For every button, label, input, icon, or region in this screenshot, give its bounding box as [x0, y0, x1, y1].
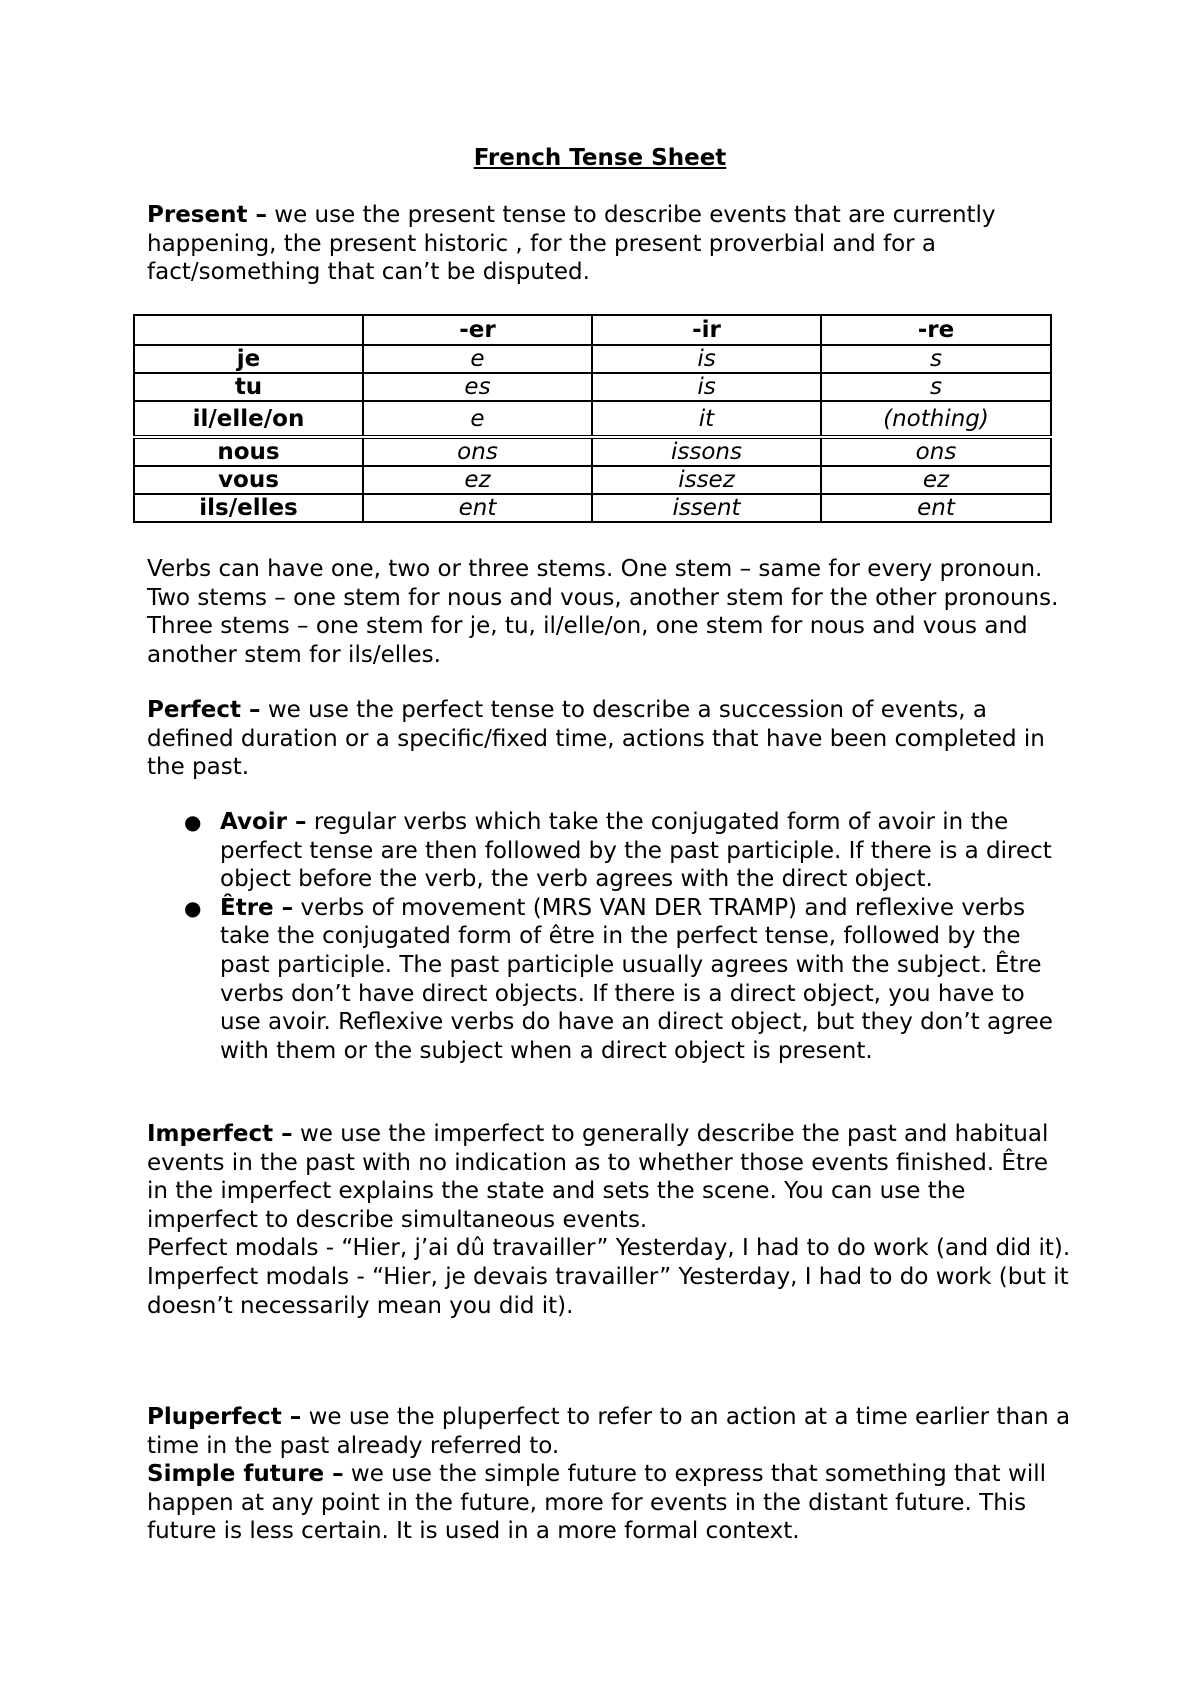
bullet-icon: ● — [184, 810, 202, 834]
imperfect-section — [147, 1120, 1072, 1320]
bullet-icon: ● — [184, 895, 202, 920]
etre-text: verbs of movement (MRS VAN DER TRAMP) and reflexive verbs take the conjugated form of être in the perfect tense, followed by the past participle. The past participle usually agrees with the subject. Être verbs don’t have direct objects. If there is a direct object, you have to use avoir. Reflexive verbs do have an direct object, but they don’t agree with them or the subject when a direct object is present. — [220, 894, 1053, 1064]
pronoun-cell: vous — [134, 466, 363, 494]
imperfect-paragraph — [147, 1120, 1072, 1234]
ending-cell: it — [592, 401, 821, 437]
conjugation-table — [133, 314, 1052, 523]
table-row — [134, 401, 1051, 437]
ending-cell: (nothing) — [821, 401, 1051, 437]
present-label: Present – — [147, 202, 267, 228]
table-row — [134, 345, 1051, 373]
table-row — [134, 466, 1051, 494]
perfect-label: Perfect – — [147, 697, 261, 723]
page-title: French Tense Sheet — [473, 145, 727, 171]
ending-cell: es — [363, 373, 592, 401]
table-header-cell: -er — [363, 315, 592, 345]
ending-cell: issent — [592, 494, 821, 522]
ending-cell: ons — [363, 437, 592, 466]
pronoun-cell: nous — [134, 437, 363, 466]
ending-cell: ez — [363, 466, 592, 494]
pluperfect-label: Pluperfect – — [147, 1404, 302, 1430]
avoir-text: regular verbs which take the conjugated form of avoir in the perfect tense are then followed by the past participle. If there is a direct object before the verb, the verb agrees with the direct object. — [220, 809, 1052, 893]
ending-cell: issons — [592, 437, 821, 466]
perfect-text: we use the perfect tense to describe a succession of events, a defined duration or a specific/fixed time, actions that have been completed in the past. — [147, 697, 1045, 781]
perfect-bullet-list — [147, 808, 1072, 1065]
table-row — [134, 494, 1051, 522]
pronoun-cell: ils/elles — [134, 494, 363, 522]
table-header-cell: -re — [821, 315, 1051, 345]
ending-cell: ons — [821, 437, 1051, 466]
imperfect-text: we use the imperfect to generally describe the past and habitual events in the past with no indication as to whether those events finished. Être in the imperfect explains the state and sets the scene. You can use the imperfect to describe simultaneous events. — [147, 1121, 1049, 1233]
simple-future-paragraph — [147, 1460, 1072, 1546]
stems-paragraph: Verbs can have one, two or three stems. One stem – same for every pronoun. Two stems – one stem for nous and vous, another stem for the other pronouns. Three stems – one stem for je, tu, il/elle/on, one stem for nous and vous and another stem for ils/elles. — [147, 556, 1059, 668]
ending-cell: e — [363, 345, 592, 373]
ending-cell: is — [592, 345, 821, 373]
ending-cell: s — [821, 345, 1051, 373]
pluperfect-paragraph — [147, 1403, 1072, 1460]
table-row — [134, 373, 1051, 401]
avoir-label: Avoir – — [220, 809, 307, 835]
ending-cell: issez — [592, 466, 821, 494]
pronoun-cell: il/elle/on — [134, 401, 363, 437]
list-item — [147, 808, 1072, 894]
pronoun-cell: tu — [134, 373, 363, 401]
present-paragraph — [147, 201, 1072, 287]
perfect-paragraph — [147, 696, 1072, 782]
pronoun-cell: je — [134, 345, 363, 373]
table-header-cell: -ir — [592, 315, 821, 345]
list-item — [147, 894, 1072, 1066]
imperfect-modals-line: Imperfect modals - “Hier, je devais travailler” Yesterday, I had to do work (but it doesn’t necessarily mean you did it). — [147, 1263, 1069, 1319]
ending-cell: s — [821, 373, 1051, 401]
simple-future-label: Simple future – — [147, 1461, 344, 1487]
ending-cell: ez — [821, 466, 1051, 494]
ending-cell: e — [363, 401, 592, 437]
simple-future-text: we use the simple future to express that something that will happen at any point in the future, more for events in the distant future. This future is less certain. It is used in a more formal context. — [147, 1461, 1046, 1545]
etre-label: Être – — [220, 894, 294, 921]
perfect-modals-line: Perfect modals - “Hier, j’ai dû travailler” Yesterday, I had to do work (and did it). — [147, 1235, 1071, 1262]
present-text: we use the present tense to describe events that are currently happening, the present historic , for the present proverbial and for a fact/something that can’t be disputed. — [147, 202, 996, 286]
imperfect-label: Imperfect – — [147, 1121, 293, 1147]
ending-cell: ent — [363, 494, 592, 522]
table-row — [134, 437, 1051, 466]
table-header-row — [134, 315, 1051, 345]
table-header-cell — [134, 315, 363, 345]
ending-cell: is — [592, 373, 821, 401]
pluperfect-text: we use the pluperfect to refer to an action at a time earlier than a time in the past already referred to. — [147, 1404, 1071, 1459]
ending-cell: ent — [821, 494, 1051, 522]
